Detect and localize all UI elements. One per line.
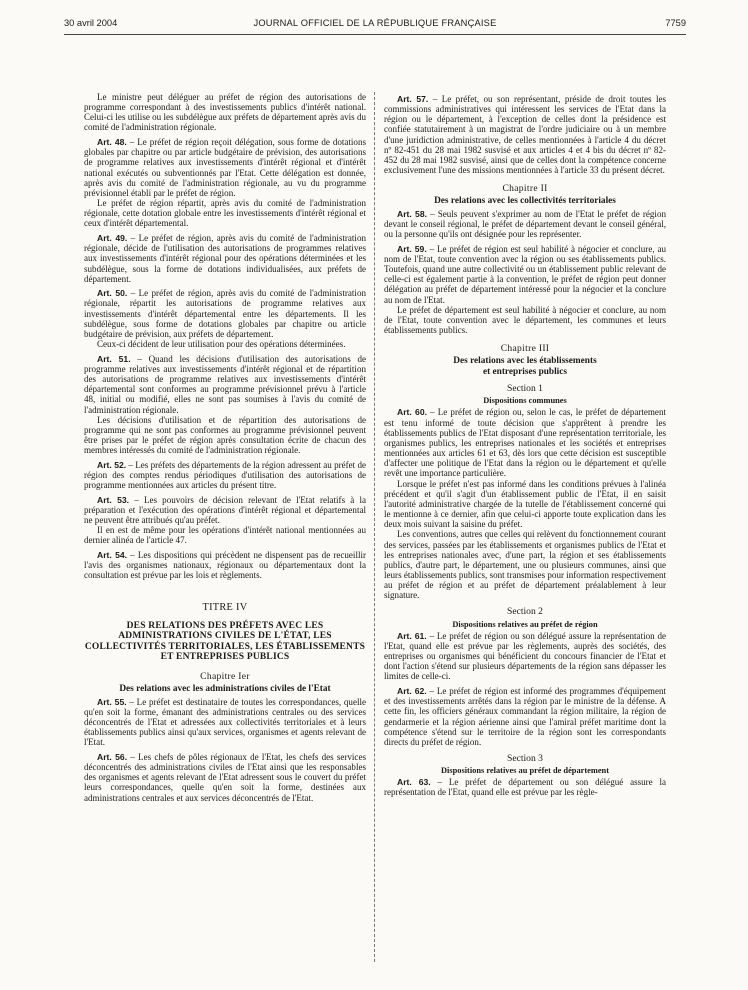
header-date: 30 avril 2004 [64,18,118,28]
article-55 [84,697,366,748]
article-58 [384,209,666,239]
article-text: – Le préfet de région est seul habilité à négocier et conclure, au nom de l'Etat, toute convention avec la région ou ses établissements publics. Toutefois, quand une autre collectivité ou un établissement public relevant de celle-ci est également partie à la convention, le préfet de région peut donner délégation au préfet de département intéressé pour la négocier et la conclure au nom de l'Etat. [384,243,666,305]
article-57 [384,94,666,175]
article-label: Art. 61. [397,630,427,641]
chapter-heading: Chapitre II [502,183,548,195]
article-60 [384,407,666,478]
section-heading: Section 2 [507,606,543,618]
article-label: Art. 51. [97,353,131,364]
article-label: Art. 63. [397,777,431,788]
article-48-p2: Le préfet de région répartit, après avis du comité de l'administration régionale, cette dotation globale entre les investissements d'intérêt régional et ceux d'intérêt départemental. [84,198,366,229]
section-title: Dispositions relatives au préfet de département [440,766,610,776]
article-text: – Quand les décisions d'utilisation des autorisations de programme relatives aux investissements d'intérêt régional et de répartition des autorisations de programme relatives aux investissements d'intérêt départemental sont conformes au programme prévisionnel prévu à l'article 48, initial ou modifié, elles ne sont pas soumises à l'avis du comité de l'administration régionale. [84,353,366,415]
journal-title: JOURNAL OFFICIEL DE LA RÉPUBLIQUE FRANÇAISE [253,18,497,28]
article-50-p2: Ceux-ci décident de leur utilisation pour des opérations déterminées. [97,339,346,350]
article-51 [84,354,366,415]
article-text: – Le préfet de région est informé des programmes d'équipement et des investissements arrêtés dans la région par le ministre de la défense. A cette fin, les officiers généraux commandant la région militaire, la région de gendarmerie et la région aérienne ainsi que l'amiral préfet maritime dont la compétence s'étend sur le territoire de la région sont les correspondants directs du préfet de région. [384,686,666,747]
article-48 [84,137,366,198]
right-column [384,94,666,798]
chapter-title: Des relations avec les administrations civiles de l'Etat [119,684,331,695]
titre-description: DES RELATIONS DES PRÉFETS AVEC LES ADMINISTRATIONS CIVILES DE L'ÉTAT, LES COLLECTIVITÉS TERRITORIALES, LES ÉTABLISSEMENTS ET ENTREPRISES PUBLICS [84,620,366,663]
article-61 [384,631,666,682]
section-title: Dispositions relatives au préfet de région [452,619,598,629]
column-separator [374,92,375,962]
article-59-p2: Le préfet de département est seul habilité à négocier et conclure, au nom de l'Etat, toute convention avec le département, les communes et leurs établissements publics. [384,304,666,336]
article-51-p2: Les décisions d'utilisation et de répartition des autorisations de programme qui ne sont pas conformes au programme prévisionnel peuvent être prises par le préfet de région après consultation écrite de chacun des membres intéressés du comité de l'administration régionale. [84,414,366,456]
article-text: – Le préfet de région reçoit délégation, sous forme de dotations globales par chapitre ou par article budgétaire de prévision, des autorisations de programme relatives aux investissements d'intérêt régional et d'intérêt national exécutés ou subventionnés par l'Etat. Cette délégation est donnée, après avis du comité de l'administration régionale, au vu du programme prévisionnel établi par le préfet de région. [84,137,366,198]
article-59 [384,244,666,305]
chapter-heading: Chapitre Ier [200,671,250,683]
article-label: Art. 49. [97,233,128,244]
article-text: – Seuls peuvent s'exprimer au nom de l'Etat le préfet de région devant le conseil régional, le préfet de département devant le conseil général, ou la personne qu'ils ont désignée pour les représenter. [384,208,666,240]
article-label: Art. 48. [97,137,127,148]
article-53-p2: Il en est de même pour les opérations d'intérêt national mentionnées au dernier alinéa de l'article 47. [84,525,366,546]
article-label: Art. 60. [397,407,427,418]
article-text: – Les préfets des départements de la région adressent au préfet de région des comptes rendus périodiques d'utilisation des autorisations de programme mentionnées aux articles du présent titre. [84,459,366,491]
article-text: – Le préfet de région, après avis du comité de l'administration régionale, décide de l'utilisation des autorisations de programmes relatives aux investissements d'intérêt régional pour des opérations déterminées et les subdélègue, sous la forme de dotations individualisées, aux préfets de département. [84,233,366,284]
header-rule [64,34,686,35]
article-label: Art. 62. [397,686,427,697]
article-text: – Le préfet de région ou son délégué assure la représentation de l'Etat, quand elle est prévue par les règlements, auprès des sociétés, des entreprises ou organismes qui bénéficient du concours financier de l'Etat et dont l'action s'étend sur plusieurs départements de la région sans dépasser les limites de celle-ci. [384,630,666,682]
article-label: Art. 52. [97,459,127,470]
section-title: Dispositions communes [483,396,567,406]
article-label: Art. 53. [97,494,130,505]
article-60-p2: Lorsque le préfet n'est pas informé dans les conditions prévues à l'alinéa précédent et qu'il s'agit d'un établissement public de l'Etat, il en saisit l'autorité administrative chargée de la tutelle de l'établissement concerné qui le mentionne à ce dernier, afin que celui-ci apporte toute explication dans les deux mois suivant la saisine du préfet. [384,478,666,530]
article-text: – Le préfet de région ou, selon le cas, le préfet de département est tenu informé de toute décision que s'apprêtent à prendre les établissements publics de l'Etat disposant d'une représentation territoriale, les organismes publics, les entreprises nationales et les sociétés et entreprises mentionnées aux articles 61 et 63, dès lors que cette décision est susceptible d'affecter une politique de l'Etat dans la région ou le département et qu'elle revêt une importance particulière. [384,407,666,479]
article-62 [384,686,666,747]
article-label: Art. 55. [97,696,127,707]
section-heading: Section 3 [507,752,543,764]
article-56 [84,752,366,803]
page-number: 7759 [665,18,686,28]
article-54 [84,550,366,580]
left-column [84,92,366,803]
chapter-title-line: Des relations avec les établissements [453,356,597,367]
chapter-title-line: et entreprises publics [482,366,567,377]
article-text: – Les chefs de pôles régionaux de l'Etat, les chefs des services déconcentrés des administrations civiles de l'Etat ainsi que les responsables des organismes et agents relevant de l'Etat adressent sous le couvert du préfet leurs correspondances, quelle qu'en soit la forme, destinées aux administrations centrales et aux services déconcentrés de l'Etat. [84,751,366,803]
article-label: Art. 54. [97,550,128,561]
article-63 [384,777,666,797]
article-text: – Le préfet, ou son représentant, préside de droit toutes les commissions administratives qui intéressent les services de l'Etat dans la région ou le département, à l'exception de celles dont la présidence est confiée statutairement à un magistrat de l'ordre judiciaire ou à un membre d'une juridiction administrative, de celles mentionnées à l'article 4 du décret nº 82-451 du 28 mai 1982 susvisé et aux articles 4 et 4 bis du décret nº 82-452 du 28 mai 1982 susvisé, ainsi que de celles dont la compétence concerne exclusivement l'une des missions mentionnées à l'article 33 du présent décret. [384,94,666,176]
article-label: Art. 59. [397,243,427,254]
article-label: Art. 57. [397,94,429,104]
article-53 [84,495,366,525]
page-header [64,18,686,32]
article-text: – Le préfet de région, après avis du comité de l'administration régionale, répartit les autorisations de programme relatives aux investissements d'intérêt départemental entre les départements. Il les subdélègue, sous forme de dotations globales par chapitre ou article budgétaire de prévision, aux préfets de département. [84,288,366,339]
titre-heading: TITRE IV [202,601,248,613]
article-60-p3: Les conventions, autres que celles qui relèvent du fonctionnement courant des services, passées par les établissements et organismes publics de l'Etat et les entreprises nationales avec, d'une part, la région et ses établissements publics, d'autre part, le département, une ou plusieurs communes, ainsi que leurs établissements publics, sont transmises pour information respectivement au préfet de région et au préfet de département préalablement à leur signature. [384,529,666,601]
article-text: – Les dispositions qui précèdent ne dispensent pas de recueillir l'avis des organismes nationaux, régionaux ou départementaux dont la consultation est prévue par les lois et règlements. [84,550,367,581]
article-50 [84,288,366,339]
chapter-heading: Chapitre III [500,343,550,355]
chapter-title [384,356,666,377]
article-label: Art. 50. [97,288,128,299]
chapter-title: Des relations avec les collectivités territoriales [434,196,616,207]
article-text: – Le préfet est destinataire de toutes les correspondances, quelle qu'en soit la forme, émanant des administrations centrales ou des services déconcentrés de l'Etat et adressées aux collectivités territoriales et à leurs établissements publics ainsi qu'aux services, organismes et agents relevant de l'Etat. [84,696,366,748]
article-49 [84,233,366,284]
article-text: – Le préfet de département ou son délégué assure la représentation de l'Etat, quand elle est prévue par les règle- [384,777,667,798]
article-label: Art. 58. [397,208,427,219]
article-52 [84,460,366,490]
paragraph-intro: Le ministre peut déléguer au préfet de région des autorisations de programme correspondant à des investissements publics d'intérêt national. Celui-ci les utilise ou les subdélègue aux préfets de département après avis du comité de l'administration régionale. [84,92,366,133]
article-text: – Les pouvoirs de décision relevant de l'Etat relatifs à la préparation et l'exécution des opérations d'intérêt régional et départemental ne peuvent être attribués qu'au préfet. [84,494,366,526]
article-label: Art. 56. [97,751,128,762]
section-heading: Section 1 [507,383,543,395]
